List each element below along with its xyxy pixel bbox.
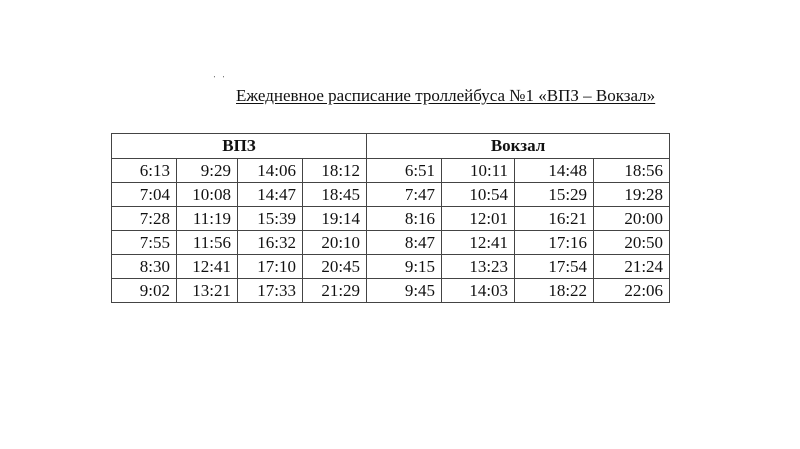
table-cell: 16:21 [515,207,594,231]
table-row [112,159,670,183]
table-cell: 20:50 [594,231,670,255]
table-cell: 10:08 [177,183,238,207]
table-cell: 10:54 [442,183,515,207]
table-cell: 22:06 [594,279,670,303]
table-cell: 6:51 [367,159,442,183]
table-cell: 19:28 [594,183,670,207]
table-row [112,255,670,279]
schedule-table [111,133,670,303]
table-cell: 7:55 [112,231,177,255]
table-cell: 9:45 [367,279,442,303]
table-cell: 10:11 [442,159,515,183]
table-cell: 13:23 [442,255,515,279]
table-row [112,183,670,207]
table-cell: 8:30 [112,255,177,279]
table-cell: 7:04 [112,183,177,207]
table-cell: 20:00 [594,207,670,231]
table-cell: 17:33 [238,279,303,303]
table-cell: 14:03 [442,279,515,303]
table-cell: 18:22 [515,279,594,303]
table-cell: 12:41 [442,231,515,255]
table-cell: 16:32 [238,231,303,255]
table-cell: 17:54 [515,255,594,279]
table-row [112,207,670,231]
column-header-vokzal: Вокзал [367,134,670,159]
table-cell: 7:47 [367,183,442,207]
table-cell: 14:48 [515,159,594,183]
header-row [112,134,670,159]
table-cell: 11:19 [177,207,238,231]
table-cell: 6:13 [112,159,177,183]
table-cell: 13:21 [177,279,238,303]
table-cell: 11:56 [177,231,238,255]
scan-marks: ‧ ‧ [213,72,227,82]
table-cell: 17:16 [515,231,594,255]
table-cell: 14:47 [238,183,303,207]
table-row [112,279,670,303]
table-cell: 14:06 [238,159,303,183]
table-cell: 20:45 [303,255,367,279]
page-title: Ежедневное расписание троллейбуса №1 «ВПЗ – Вокзал» [236,86,656,105]
table-cell: 15:39 [238,207,303,231]
table-cell: 9:02 [112,279,177,303]
table-cell: 21:24 [594,255,670,279]
table-cell: 18:45 [303,183,367,207]
table-cell: 17:10 [238,255,303,279]
table-cell: 15:29 [515,183,594,207]
table-cell: 8:16 [367,207,442,231]
table-row [112,231,670,255]
table-cell: 9:29 [177,159,238,183]
table-cell: 21:29 [303,279,367,303]
table-cell: 12:01 [442,207,515,231]
column-header-vpz: ВПЗ [112,134,367,159]
table-cell: 19:14 [303,207,367,231]
table-cell: 20:10 [303,231,367,255]
table-cell: 7:28 [112,207,177,231]
table-cell: 18:56 [594,159,670,183]
table-cell: 18:12 [303,159,367,183]
table-cell: 12:41 [177,255,238,279]
table-cell: 8:47 [367,231,442,255]
table-cell: 9:15 [367,255,442,279]
